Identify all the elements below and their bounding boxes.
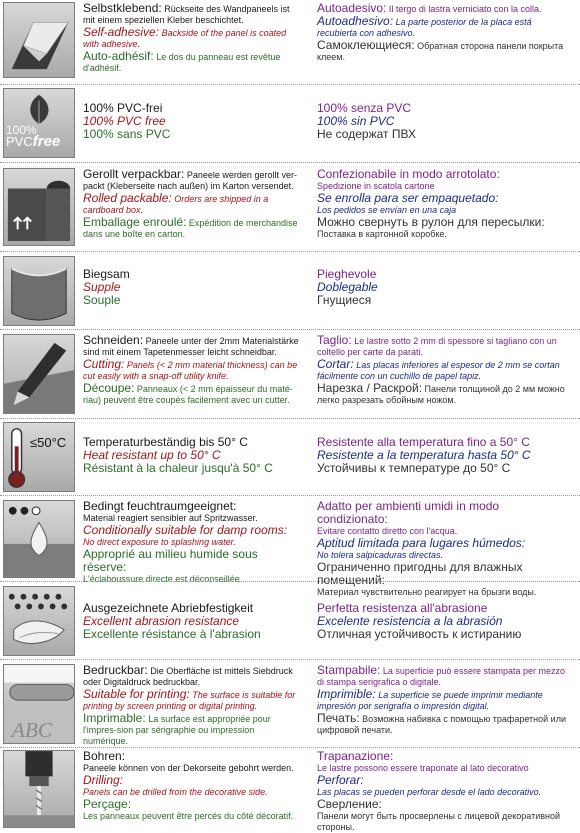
title-en: 100% PVC free [83,114,166,128]
feature-row-damp-rooms [0,499,580,597]
title-it: 100% senza PVC [317,101,412,115]
title-de: Bedruckbar: [83,663,148,677]
feature-row-supple [0,256,580,328]
title-de: Gerollt verpackbar: [83,167,185,181]
title-es: 100% sin PVC [317,114,395,128]
feature-row-cutting [0,334,580,416]
german-column: Gerollt verpackbar: Paneele werden gerollt ver-packt (Kleberseite nach außen) im Karton versendet. Rolled packable: Orders are shipped in a cardboard box. Emballage enroulé: Expédition de merchandise dans une boîte en carton. [83,167,298,239]
italian-column: Taglio: Le lastre sotto 2 mm di spessore si tagliano con un coltello per carte da parati. Cortar: Las placas inferiores al espesor de 2 mm se cortan fácilmente con un cuchillo de papel tapiz. Нарезка / Раскрой: Панели толщиной до 2 мм можно легко разрезать обойным ножом. [317,333,565,405]
title-es: Cortar: [317,357,354,371]
title-ru: Нарезка / Раскрой: [317,381,423,395]
rolled-box-icon [3,168,75,246]
title-en: Cutting: [83,357,125,371]
title-fr: 100% sans PVC [83,127,171,141]
feature-row-heat-resistant [0,422,580,494]
title-it: Adatto per ambienti umidi in modo condizionato: [317,499,500,526]
italian-column [317,102,572,141]
feature-row-pvc-free [0,88,580,160]
abrasion-cloth-icon [3,586,75,656]
title-it: Autoadesivo: [317,1,387,15]
title-it: Perfetta resistenza all'abrasione [317,601,488,615]
title-fr: Excellente résistance à l'abrasion [83,627,261,641]
title-fr: Résistant à la chaleur jusqu'à 50° C [83,461,273,475]
title-en: Rolled packable: [83,191,172,205]
title-en: Excellent abrasion resistance [83,614,240,628]
title-de: 100% PVC-frei [83,101,163,115]
german-column [83,602,301,641]
italian-column: Adatto per ambienti umidi in modo condizionato: Evitare contatto diretto con l'acqua. Aptitud limitada para lugares húmedos: No tolera salpicaduras directas. Ограниченно пригодны для влажных помещений: Материал чувствительно реагирует на брызги воды. [317,499,537,597]
title-fr: Imprimable: [83,711,146,725]
bent-panel-icon [3,256,75,326]
title-es: Imprimible: [317,687,376,701]
title-ru: Самоклеющиеся: [317,38,415,52]
title-en: Heat resistant up to 50° C [83,448,221,462]
feature-row-rolled-packable [0,168,580,248]
feature-row-printing [0,664,580,746]
title-ru: Можно свернуть в рулон для пересылки: [317,215,545,229]
german-column: Bedingt feuchtraumgeeignet: Material reagiert sensibler auf Spritzwasser. Conditionally suitable for damp rooms: No direct exposure to splashing water. Approprié au milieu humide sous réserve: L'éclaboussure directe est déconseillée. [83,499,288,584]
title-it: Confezionabile in modo arrotolato: [317,167,500,181]
divider [0,747,580,748]
divider [0,162,580,163]
divider [0,251,580,252]
title-ru: Гнущиеся [317,293,372,307]
italian-column [317,436,572,475]
adhesive-backside-icon [3,2,75,78]
title-es: Se enrolla para ser empaquetado: [317,191,499,205]
title-de: Schneiden: [83,333,144,347]
divider [0,329,580,330]
divider [0,659,580,660]
title-es: Resistente a la temperatura hasta 50° C [317,448,531,462]
title-de: Temperaturbeständig bis 50° C [83,435,248,449]
pvc-icon-label: 100% PVCfree [6,123,61,150]
title-it: Pieghevole [317,267,377,281]
title-fr: Découpe: [83,381,135,395]
italian-column: Autoadesivo: Il tergo di lastra verniciato con la colla. Autoadhesivo: La parte posterior de la placa está recubierta con adhesivo. Самоклеющиеся: Обратная сторона панели покрыта клеем. [317,1,564,62]
german-column: Selbstklebend: Rückseite des Wandpaneels ist mit einem speziellen Kleber beschichtet. Self-adhesive: Backside of the panel is coated with adhesive. Auto-adhésif: Le dos du panneau est revêtue d'adhésif. [83,1,290,73]
drill-icon [3,750,75,828]
german-column [83,268,301,307]
title-de: Bohren: [83,749,126,763]
temperature-icon-label: ≤50°C [30,435,67,450]
divider [0,84,580,85]
title-es: Doblegable [317,280,378,294]
title-it: Taglio: [317,333,352,347]
water-drop-icon [3,500,75,578]
german-column: Bedruckbar: Die Oberfläche ist mittels Siebdruck oder Digitaldruck bedruckbar. Suitable for printing: The surface is suitable for printing by screen printing or digital printing. Imprimable: La surface est appropriée pour l'impres-sion par sérigraphie ou impression numérique. [83,663,296,746]
title-en: Suitable for printing: [83,687,190,701]
title-en: Conditionally suitable for damp rooms: [83,523,288,537]
italian-column: Trapanazione: Le lastre possono essere traponate al lato decorativo Perforar: Las placas se pueden perforar desde el lado decorativo. Сверление: Панели могут быть просверлены с лицевой декоративной стороны. [317,749,561,832]
title-ru: Отличная устойчивость к истиранию [317,627,522,641]
italian-column: Stampabile: La superficie può essere stampata per mezzo di stampa serigrafica o digitale. Imprimible: La superficie se puede imprimir mediante impresión por serigrafía o impresión digital. Печать: Возможна набивка с помощью трафаретной или цифровой печати. [317,663,566,735]
german-column [83,102,301,141]
title-de: Selbstklebend: [83,1,162,15]
divider [0,495,580,496]
divider [0,418,580,419]
title-es: Perforar: [317,773,364,787]
title-en: Drilling: [83,773,124,787]
title-de: Biegsam [83,267,130,281]
title-de: Bedingt feuchtraumgeeignet: [83,499,237,513]
title-ru: Не содержат ПВХ [317,127,416,141]
title-en: Self-adhesive: [83,25,160,39]
title-it: Stampabile: [317,663,381,677]
title-es: Autoadhesivo: [317,14,394,28]
title-fr: Perçage: [83,797,132,811]
italian-column [317,602,572,641]
printing-roller-icon [3,664,75,744]
utility-knife-icon [3,334,75,414]
divider [0,581,580,582]
title-fr: Souple [83,293,121,307]
title-en: Supple [83,280,121,294]
feature-row-self-adhesive [0,2,580,82]
abc-print-sample: ABC [11,718,53,743]
title-fr: Approprié au milieu humide sous réserve: [83,547,258,574]
title-it: Trapanazione: [317,749,394,763]
title-ru: Устойчивы к температуре до 50° C [317,461,511,475]
feature-row-drilling [0,749,580,832]
title-de: Ausgezeichnete Abriebfestigkeit [83,601,254,615]
title-it: Resistente alla temperatura fino a 50° C [317,435,530,449]
title-ru: Ограниченно пригодны для влажных помещений: [317,560,523,587]
title-es: Aptitud limitada para lugares húmedos: [317,536,526,550]
italian-column [317,268,572,307]
german-column: Schneiden: Paneele unter der 2mm Materialstärke sind mit einem Tapetenmesser leicht schneidbar. Cutting: Panels (< 2 mm material thickness) can be cut easily with a snap-off utility knife. Découpe: Panneaux (< 2 mm épaisseur du maté-riau) peuvent être coupés facilement avec un cutter. [83,333,299,405]
title-fr: Emballage enroulé: [83,215,187,229]
italian-column: Confezionabile in modo arrotolato: Spedizione in scatola cartone Se enrolla para ser empaquetado: Los pedidos se envían en una caja Можно свернуть в рулон для пересылки: Поставка в картонной коробке. [317,167,545,239]
title-ru: Печать: [317,711,360,725]
feature-row-abrasion [0,586,580,658]
german-column: Bohren: Paneele können von der Dekorseite gebohrt werden. Drilling: Panels can be drilled from the decorative side. Perçage: Les panneaux peuvent être percés du côté décoratif. [83,749,294,821]
title-fr: Auto-adhésif: [83,49,154,63]
title-ru: Сверление: [317,797,382,811]
thermometer-icon [3,422,75,492]
german-column [83,436,301,475]
title-es: Excelente resistencia a la abrasión [317,614,503,628]
